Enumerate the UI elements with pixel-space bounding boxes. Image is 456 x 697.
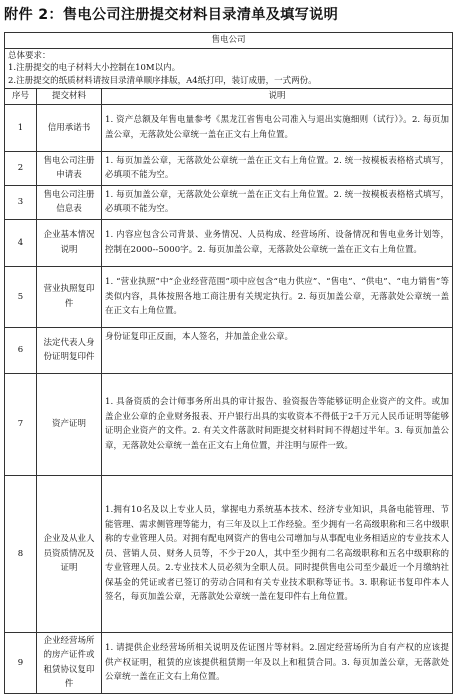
table-row [5, 151, 453, 185]
row-number: 8 [5, 475, 37, 632]
material-description: 1. “营业执照”中“企业经营范围”项中应包含“电力供应”、“售电”、“供电”、“电力销售”等类似内容，具体按照各地工商注册有关规定执行。2. 每页加盖公章，无落款处公章统一盖在正文右上角位置。 [102, 266, 453, 327]
material-name: 营业执照复印件 [37, 266, 102, 327]
row-number: 9 [5, 632, 37, 693]
column-header-no: 序号 [5, 89, 37, 105]
material-name: 资产证明 [37, 373, 102, 475]
company-header: 售电公司 [5, 33, 453, 49]
material-name: 企业经营场所的房产证件或租赁协议复印件 [37, 632, 102, 693]
column-header-material: 提交材料 [37, 89, 102, 105]
table-row [5, 475, 453, 632]
row-number: 2 [5, 151, 37, 185]
material-description: 1. 每页加盖公章，无落款处公章统一盖在正文右上角位置。2. 统一按模板表格格式填写，必填项不能为空。 [102, 185, 453, 219]
material-description: 1. 具备资质的会计师事务所出具的审计报告、验资报告等能够证明企业资产的文件。或加盖企业公章的企业财务报表、开户银行出具的实收资本不得低于2千万元人民币证明等能够证明企业资产的文件。2. 有关文件落款时间距提交材料时间不得超过半年。3. 每页加盖公章，无落款处公章统一盖在正文右上角位置，并注明与原件一致。 [102, 373, 453, 475]
table-row [5, 185, 453, 219]
material-name: 法定代表人身份证明复印件 [37, 327, 102, 373]
row-number: 1 [5, 104, 37, 151]
row-number: 5 [5, 266, 37, 327]
column-header-row [5, 89, 453, 105]
table-row [5, 219, 453, 266]
table-row [5, 266, 453, 327]
row-number: 7 [5, 373, 37, 475]
material-name: 信用承诺书 [37, 104, 102, 151]
general-requirement-1: 1.注册提交的电子材料大小控制在10M以内。 [8, 63, 181, 74]
material-name: 企业及从业人员资质情况及证明 [37, 475, 102, 632]
material-description: 1. 每页加盖公章，无落款处公章统一盖在正文右上角位置。2. 统一按模板表格格式填写，必填项不能为空。 [102, 151, 453, 185]
material-description: 1. 资产总额及年售电量参考《黑龙江省售电公司准入与退出实施细则（试行）》。2. 每页加盖公章，无落款处公章统一盖在正文右上角位置。 [102, 104, 453, 151]
row-number: 6 [5, 327, 37, 373]
material-name: 售电公司注册申请表 [37, 151, 102, 185]
column-header-description: 说明 [102, 89, 453, 105]
table-row [5, 104, 453, 151]
document-title: 附件 2：售电公司注册提交材料目录清单及填写说明 [4, 7, 339, 23]
material-description: 1. 请提供企业经营场所相关说明及佐证图片等材料。2.固定经营场所为自有产权的应该提供产权证明，租赁的应该提供租赁期一年及以上和租赁合同。3. 每页加盖公章，无落款处公章统一盖在正文右上角位置。 [102, 632, 453, 693]
row-number: 3 [5, 185, 37, 219]
general-requirements-row [5, 48, 453, 89]
general-requirements-heading: 总体要求： [8, 50, 51, 61]
company-header-row [5, 33, 453, 49]
material-name: 售电公司注册信息表 [37, 185, 102, 219]
material-description: 身份证复印正反面，本人签名，并加盖企业公章。 [102, 327, 453, 373]
general-requirement-2: 2.注册提交的纸质材料请按目录清单顺序排版，A4纸打印，装订成册，一式两份。 [8, 75, 317, 86]
material-description: 1.拥有10名及以上专业人员，掌握电力系统基本技术、经济专业知识，具备电能管理、节能管理、需求侧管理等能力，有三年及以上工作经验。至少拥有一名高级职称和三名中级职称的专业管理人员。对拥有配电网资产的售电公司增加与从事配电业务相适应的专业技术人员、营销人员、财务人员等，不少于20人，其中至少拥有二名高级职称和五名中级职称的专业管理人员。2.专业技术人员必须为全职人员。同时提供售电公司至少最近一个月缴纳社保基金的凭证或者已签订的劳动合同和有关专业技术职称等证书。3. 职称证书复印件本人签名，每页加盖公章，无落款处公章统一盖在复印件右上角位置。 [102, 475, 453, 632]
table-row [5, 632, 453, 693]
material-name: 企业基本情况说明 [37, 219, 102, 266]
materials-table [4, 32, 453, 694]
table-row [5, 327, 453, 373]
row-number: 4 [5, 219, 37, 266]
material-description: 1. 内容应包含公司背景、业务情况、人员构成、经营场所、设备情况和售电业务计划等，控制在2000--5000字。2. 每页加盖公章，无落款处公章统一盖在正文右上角位置。 [102, 219, 453, 266]
table-row [5, 373, 453, 475]
general-requirements [5, 48, 453, 89]
